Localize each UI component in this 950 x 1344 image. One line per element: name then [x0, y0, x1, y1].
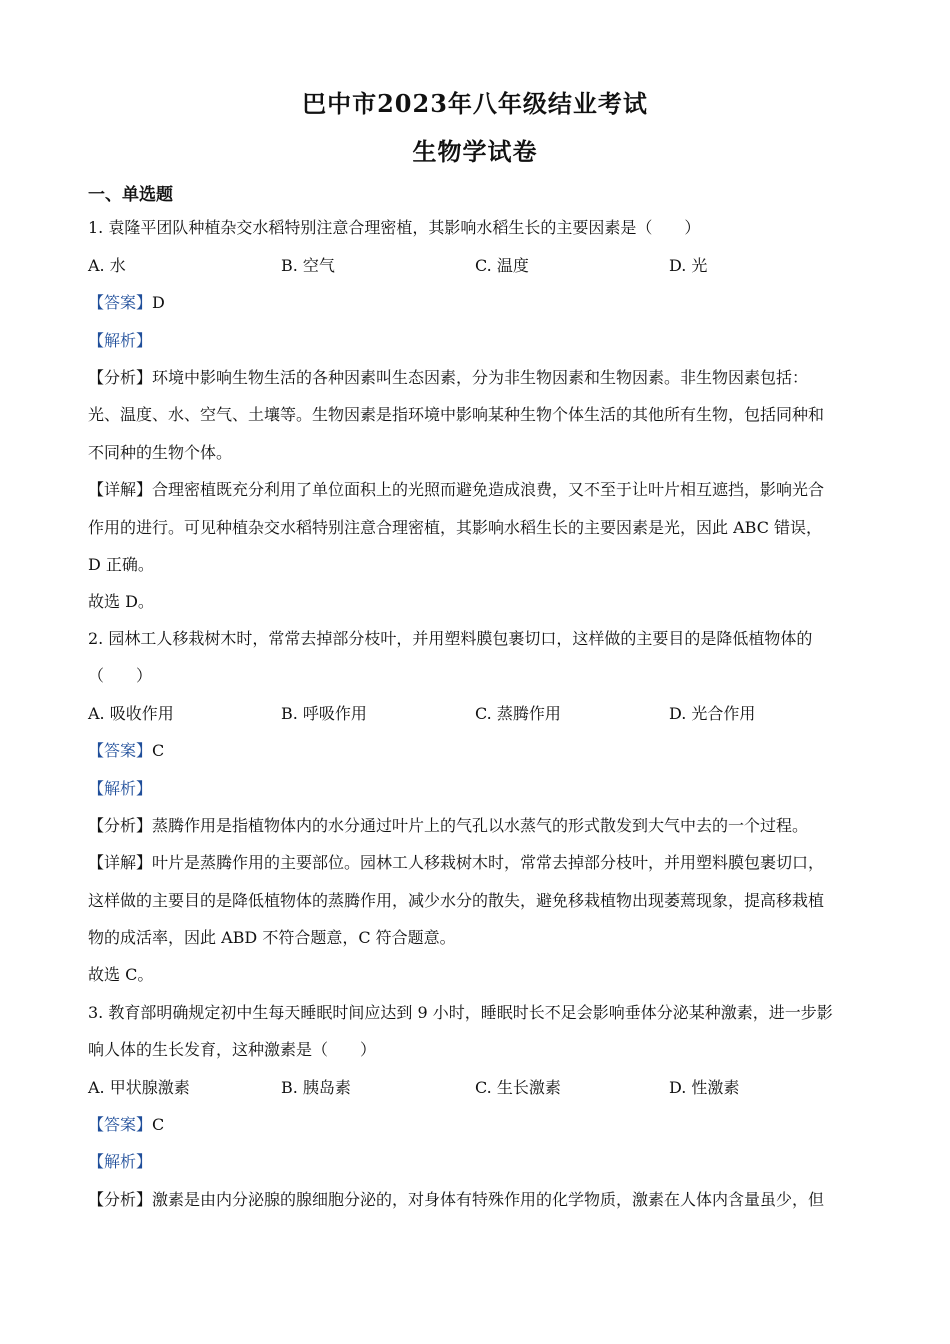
q1-fenxi-line: 光、温度、水、空气、土壤等。生物因素是指环境中影响某种生物个体生活的其他所有生物，包括同种和 — [88, 405, 825, 424]
q3-stem: 响人体的生长发育，这种激素是（ ） — [88, 1040, 377, 1059]
answer-value: D — [152, 293, 165, 312]
q1-fenxi-line: 不同种的生物个体。 — [88, 443, 233, 462]
answer-value: C — [152, 741, 165, 760]
xiangjie-text: 叶片是蒸腾作用的主要部位。园林工人移栽树木时，常常去掉部分枝叶，并用塑料膜包裹切口， — [152, 853, 825, 872]
q2-option-b: B. 呼吸作用 — [281, 704, 367, 723]
q1-fenxi-line — [88, 368, 868, 388]
q1-option-b: B. 空气 — [281, 256, 335, 275]
q2-xiangjie-line: 物的成活率，因此 ABD 不符合题意，C 符合题意。 — [88, 928, 456, 947]
q2-option-d: D. 光合作用 — [669, 704, 756, 723]
q3-option-d: D. 性激素 — [669, 1078, 740, 1097]
q1-xiangjie-line: 作用的进行。可见种植杂交水稻特别注意合理密植，其影响水稻生长的主要因素是光，因此 ABC 错误， — [88, 518, 823, 537]
q3-analysis-tag: 【解析】 — [88, 1152, 153, 1171]
xiangjie-tag: 【详解】 — [88, 853, 153, 872]
q3-option-c: C. 生长激素 — [475, 1078, 561, 1097]
q3-stem: 3. 教育部明确规定初中生每天睡眠时间应达到 9 小时，睡眠时长不足会影响垂体分泌某种激素，进一步影 — [88, 1003, 833, 1022]
q1-conclusion: 故选 D。 — [88, 592, 154, 611]
q1-answer — [88, 293, 868, 313]
q2-stem: 2. 园林工人移栽树木时，常常去掉部分枝叶，并用塑料膜包裹切口，这样做的主要目的是降低植物体的 — [88, 629, 813, 648]
q2-analysis-tag: 【解析】 — [88, 779, 153, 798]
xiangjie-text: 合理密植既充分利用了单位面积上的光照而避免造成浪费，又不至于让叶片相互遮挡，影响光合 — [152, 480, 825, 499]
exam-subtitle: 生物学试卷 — [412, 137, 538, 166]
q2-answer — [88, 741, 868, 761]
answer-tag: 【答案】 — [88, 741, 153, 760]
xiangjie-tag: 【详解】 — [88, 480, 153, 499]
fenxi-text: 环境中影响生物生活的各种因素叫生态因素，分为非生物因素和生物因素。非生物因素包括： — [152, 368, 809, 387]
section-heading: 一、单选题 — [88, 185, 173, 205]
q3-fenxi-line — [88, 1190, 868, 1210]
answer-tag: 【答案】 — [88, 1115, 153, 1134]
answer-tag: 【答案】 — [88, 293, 153, 312]
q1-option-c: C. 温度 — [475, 256, 529, 275]
q2-stem: （ ） — [88, 666, 153, 685]
q2-conclusion: 故选 C。 — [88, 965, 154, 984]
q2-option-a: A. 吸收作用 — [88, 704, 174, 723]
answer-value: C — [152, 1115, 165, 1134]
fenxi-tag: 【分析】 — [88, 816, 153, 835]
q3-answer — [88, 1115, 868, 1135]
q3-option-b: B. 胰岛素 — [281, 1078, 351, 1097]
q2-xiangjie-line — [88, 853, 868, 873]
q1-xiangjie-line — [88, 480, 868, 500]
exam-title: 巴中市2023年八年级结业考试 — [302, 89, 648, 118]
q2-fenxi-line — [88, 816, 868, 836]
q1-option-a: A. 水 — [88, 256, 126, 275]
fenxi-tag: 【分析】 — [88, 1190, 153, 1209]
q2-xiangjie-line: 这样做的主要目的是降低植物体的蒸腾作用，减少水分的散失，避免移栽植物出现萎蔫现象，提高移栽植 — [88, 891, 825, 910]
fenxi-text: 激素是由内分泌腺的腺细胞分泌的，对身体有特殊作用的化学物质，激素在人体内含量虽少，但 — [152, 1190, 825, 1209]
q1-stem: 1. 袁隆平团队种植杂交水稻特别注意合理密植，其影响水稻生长的主要因素是（ ） — [88, 218, 701, 237]
q2-option-c: C. 蒸腾作用 — [475, 704, 561, 723]
q3-option-a: A. 甲状腺激素 — [88, 1078, 190, 1097]
fenxi-tag: 【分析】 — [88, 368, 153, 387]
q1-option-d: D. 光 — [669, 256, 708, 275]
q1-xiangjie-line: D 正确。 — [88, 555, 154, 574]
q1-analysis-tag: 【解析】 — [88, 331, 153, 350]
fenxi-text: 蒸腾作用是指植物体内的水分通过叶片上的气孔以水蒸气的形式散发到大气中去的一个过程。 — [152, 816, 809, 835]
